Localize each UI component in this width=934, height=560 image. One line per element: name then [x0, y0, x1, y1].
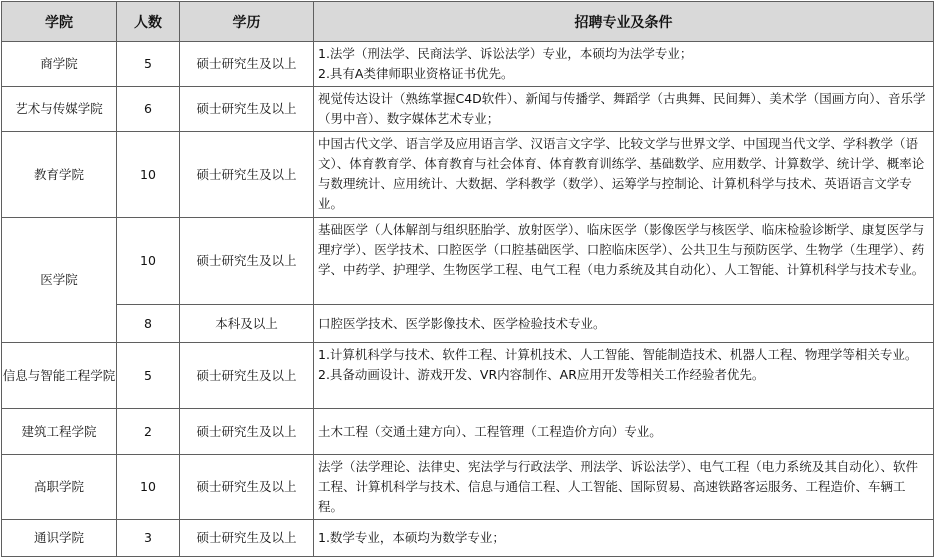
count-cell: 6 [117, 87, 180, 132]
college-cell: 通识学院 [2, 520, 117, 557]
requirements-cell [314, 455, 934, 520]
requirement-line: 2.具有A类律师职业资格证书优先。 [318, 66, 514, 81]
table-row [2, 305, 934, 343]
table-row [2, 132, 934, 218]
degree-cell: 本科及以上 [180, 305, 314, 343]
requirement-line: 口腔医学技术、医学影像技术、医学检验技术专业。 [318, 315, 606, 331]
table-row [2, 218, 934, 305]
requirements-cell [314, 132, 934, 218]
requirement-line: 1.法学（刑法学、民商法学、诉讼法学）专业，本硕均为法学专业； [318, 46, 693, 61]
college-cell: 教育学院 [2, 132, 117, 218]
table-row [2, 42, 934, 87]
college-cell: 高职学院 [2, 455, 117, 520]
degree-cell: 硕士研究生及以上 [180, 87, 314, 132]
requirements-cell [314, 409, 934, 455]
college-cell: 建筑工程学院 [2, 409, 117, 455]
header-row [2, 2, 934, 42]
header-count: 人数 [117, 2, 180, 42]
count-cell: 8 [117, 305, 180, 343]
degree-cell: 硕士研究生及以上 [180, 455, 314, 520]
count-cell: 10 [117, 455, 180, 520]
college-cell: 艺术与传媒学院 [2, 87, 117, 132]
degree-cell: 硕士研究生及以上 [180, 520, 314, 557]
table-row [2, 343, 934, 409]
degree-cell: 硕士研究生及以上 [180, 343, 314, 409]
table-row [2, 409, 934, 455]
requirement-line: 1.计算机科学与技术、软件工程、计算机技术、人工智能、智能制造技术、机器人工程、物理学等相关专业。 [318, 347, 918, 362]
count-cell: 2 [117, 409, 180, 455]
count-cell: 5 [117, 42, 180, 87]
requirements-cell [314, 520, 934, 557]
requirements-cell [314, 343, 934, 409]
recruitment-table [1, 1, 934, 557]
count-cell: 10 [117, 218, 180, 305]
requirements-cell [314, 42, 934, 87]
degree-cell: 硕士研究生及以上 [180, 409, 314, 455]
degree-cell: 硕士研究生及以上 [180, 218, 314, 305]
count-cell: 10 [117, 132, 180, 218]
requirements-cell [314, 218, 934, 305]
requirements-cell [314, 87, 934, 132]
count-cell: 5 [117, 343, 180, 409]
degree-cell: 硕士研究生及以上 [180, 42, 314, 87]
header-requirements: 招聘专业及条件 [314, 2, 934, 42]
requirement-line: 2.具备动画设计、游戏开发、VR内容制作、AR应用开发等相关工作经验者优先。 [318, 367, 765, 382]
requirement-line: 视觉传达设计（熟练掌握C4D软件）、新闻与传播学、舞蹈学（古典舞、民间舞）、美术学（国画方向）、音乐学（男中音）、数字媒体艺术专业； [318, 91, 926, 126]
college-cell: 商学院 [2, 42, 117, 87]
requirement-line: 法学（法学理论、法律史、宪法学与行政法学、刑法学、诉讼法学）、电气工程（电力系统及其自动化）、软件工程、计算机科学与技术、信息与通信工程、人工智能、国际贸易、高速铁路客运服务、工程造价、车辆工程。 [318, 459, 919, 514]
requirements-cell [314, 305, 934, 343]
table-row [2, 455, 934, 520]
requirement-line: 中国古代文学、语言学及应用语言学、汉语言文字学、比较文学与世界文学、中国现当代文学、学科教学（语文）、体育教育学、体育教育与社会体育、体育教育训练学、基础数学、应用数学、计算数学、统计学、概率论与数理统计、应用统计、大数据、学科教学（数学）、运筹学与控制论、计算机科学与技术、英语语言文学专业。 [318, 136, 925, 211]
college-cell: 信息与智能工程学院 [2, 343, 117, 409]
header-degree: 学历 [180, 2, 314, 42]
table-row [2, 520, 934, 557]
count-cell: 3 [117, 520, 180, 557]
degree-cell: 硕士研究生及以上 [180, 132, 314, 218]
college-cell: 医学院 [2, 218, 117, 343]
requirement-line: 1.数学专业，本硕均为数学专业； [318, 530, 505, 545]
requirement-line: 土木工程（交通土建方向）、工程管理（工程造价方向）专业。 [318, 423, 662, 439]
header-college: 学院 [2, 2, 117, 42]
requirement-line: 基础医学（人体解剖与组织胚胎学、放射医学）、临床医学（影像医学与核医学、临床检验诊断学、康复医学与理疗学）、医学技术、口腔医学（口腔基础医学、口腔临床医学）、公共卫生与预防医学、生物学（生理学）、药学、中药学、护理学、生物医学工程、电气工程（电力系统及其自动化）、人工智能、计算机科学与技术专业。 [318, 222, 925, 277]
table-row [2, 87, 934, 132]
